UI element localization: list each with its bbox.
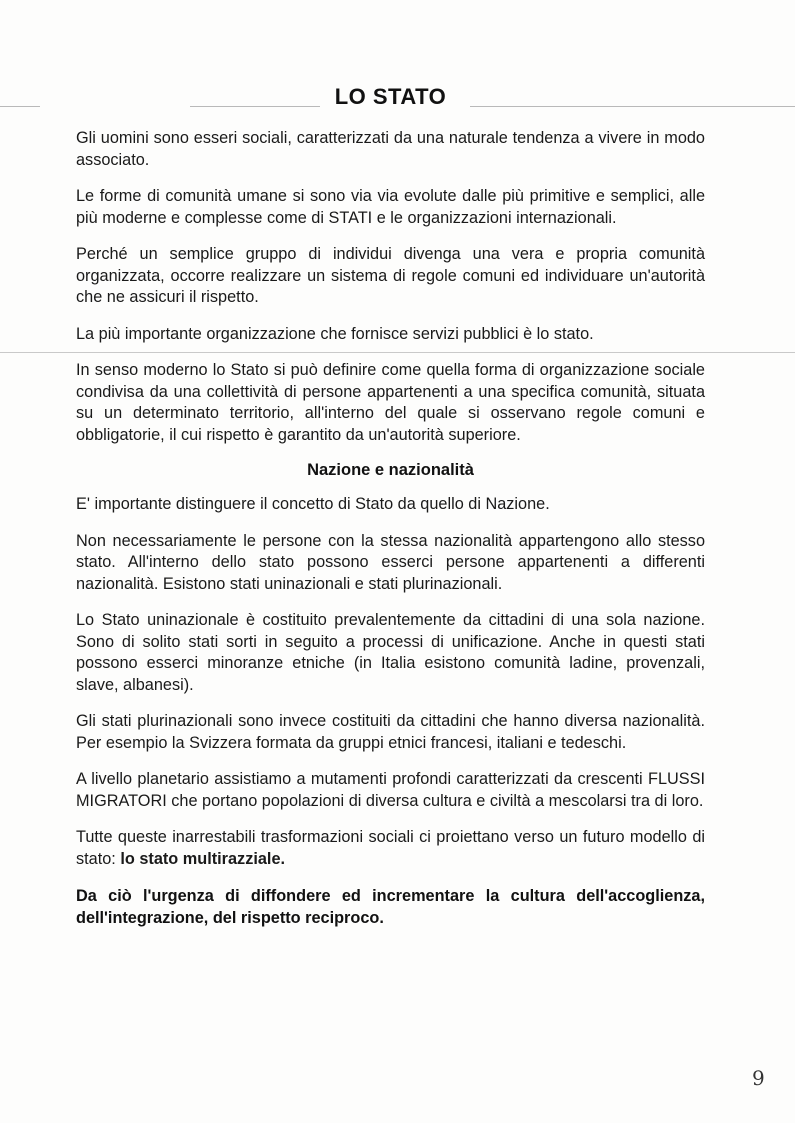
paragraph: Non necessariamente le persone con la stessa nazionalità appartengono allo stesso stato. All'interno dello stato possono esserci persone appartenenti a differenti nazionalità. Esistono stati uninazionali e stati plurinazionali.: [76, 531, 705, 593]
paragraph: Gli uomini sono esseri sociali, caratterizzati da una naturale tendenza a vivere in modo associato.: [76, 129, 705, 169]
paragraph: In senso moderno lo Stato si può definire come quella forma di organizzazione sociale condivisa da una collettività di persone appartenenti a una specifica comunità, situata su un determinato territorio, all'interno del quale si osservano regole comuni e obbligatorie, il cui rispetto è garantito da un'autorità superiore.: [76, 361, 705, 444]
paragraph: A livello planetario assistiamo a mutamenti profondi caratterizzati da crescenti FLUSSI MIGRATORI che portano popolazioni di diversa cultura e civiltà a mescolarsi tra di loro.: [76, 770, 705, 810]
paragraph: Le forme di comunità umane si sono via via evolute dalle più primitive e semplici, alle più moderne e complesse come di STATI e le organizzazioni internazionali.: [76, 187, 705, 227]
closing-statement: Da ciò l'urgenza di diffondere ed incrementare la cultura dell'accoglienza, dell'integrazione, del rispetto reciproco.: [76, 887, 705, 927]
paragraph: Gli stati plurinazionali sono invece costituiti da cittadini che hanno diversa nazionalità. Per esempio la Svizzera formata da gruppi etnici francesi, italiani e tedeschi.: [76, 712, 705, 752]
document-body: [76, 84, 705, 929]
paragraph: Lo Stato uninazionale è costituito prevalentemente da cittadini di una sola nazione. Sono di solito stati sorti in seguito a processi di unificazione. Anche in questi stati possono esserci minoranze etniche (in Italia esistono comunità ladine, provenzali, slave, albanesi).: [76, 611, 705, 694]
paragraph: Perché un semplice gruppo di individui divenga una vera e propria comunità organizzata, occorre realizzare un sistema di regole comuni ed individuare un'autorità che ne assicuri il rispetto.: [76, 245, 705, 306]
page-title: LO STATO: [334, 84, 447, 109]
scan-artifact-line: [0, 106, 40, 107]
paragraph: La più importante organizzazione che fornisce servizi pubblici è lo stato.: [76, 324, 594, 343]
page-number: 9: [752, 1066, 765, 1090]
final-paragraph: [76, 827, 705, 870]
section-heading: Nazione e nazionalità: [307, 461, 474, 479]
paragraph: E' importante distinguere il concetto di Stato da quello di Nazione.: [76, 495, 550, 513]
final-paragraph-lead: Tutte queste inarrestabili trasformazioni sociali ci proiettano verso un futuro modello di stato:: [76, 828, 705, 868]
emphasis-multiracial-state: lo stato multirazziale.: [120, 849, 286, 868]
